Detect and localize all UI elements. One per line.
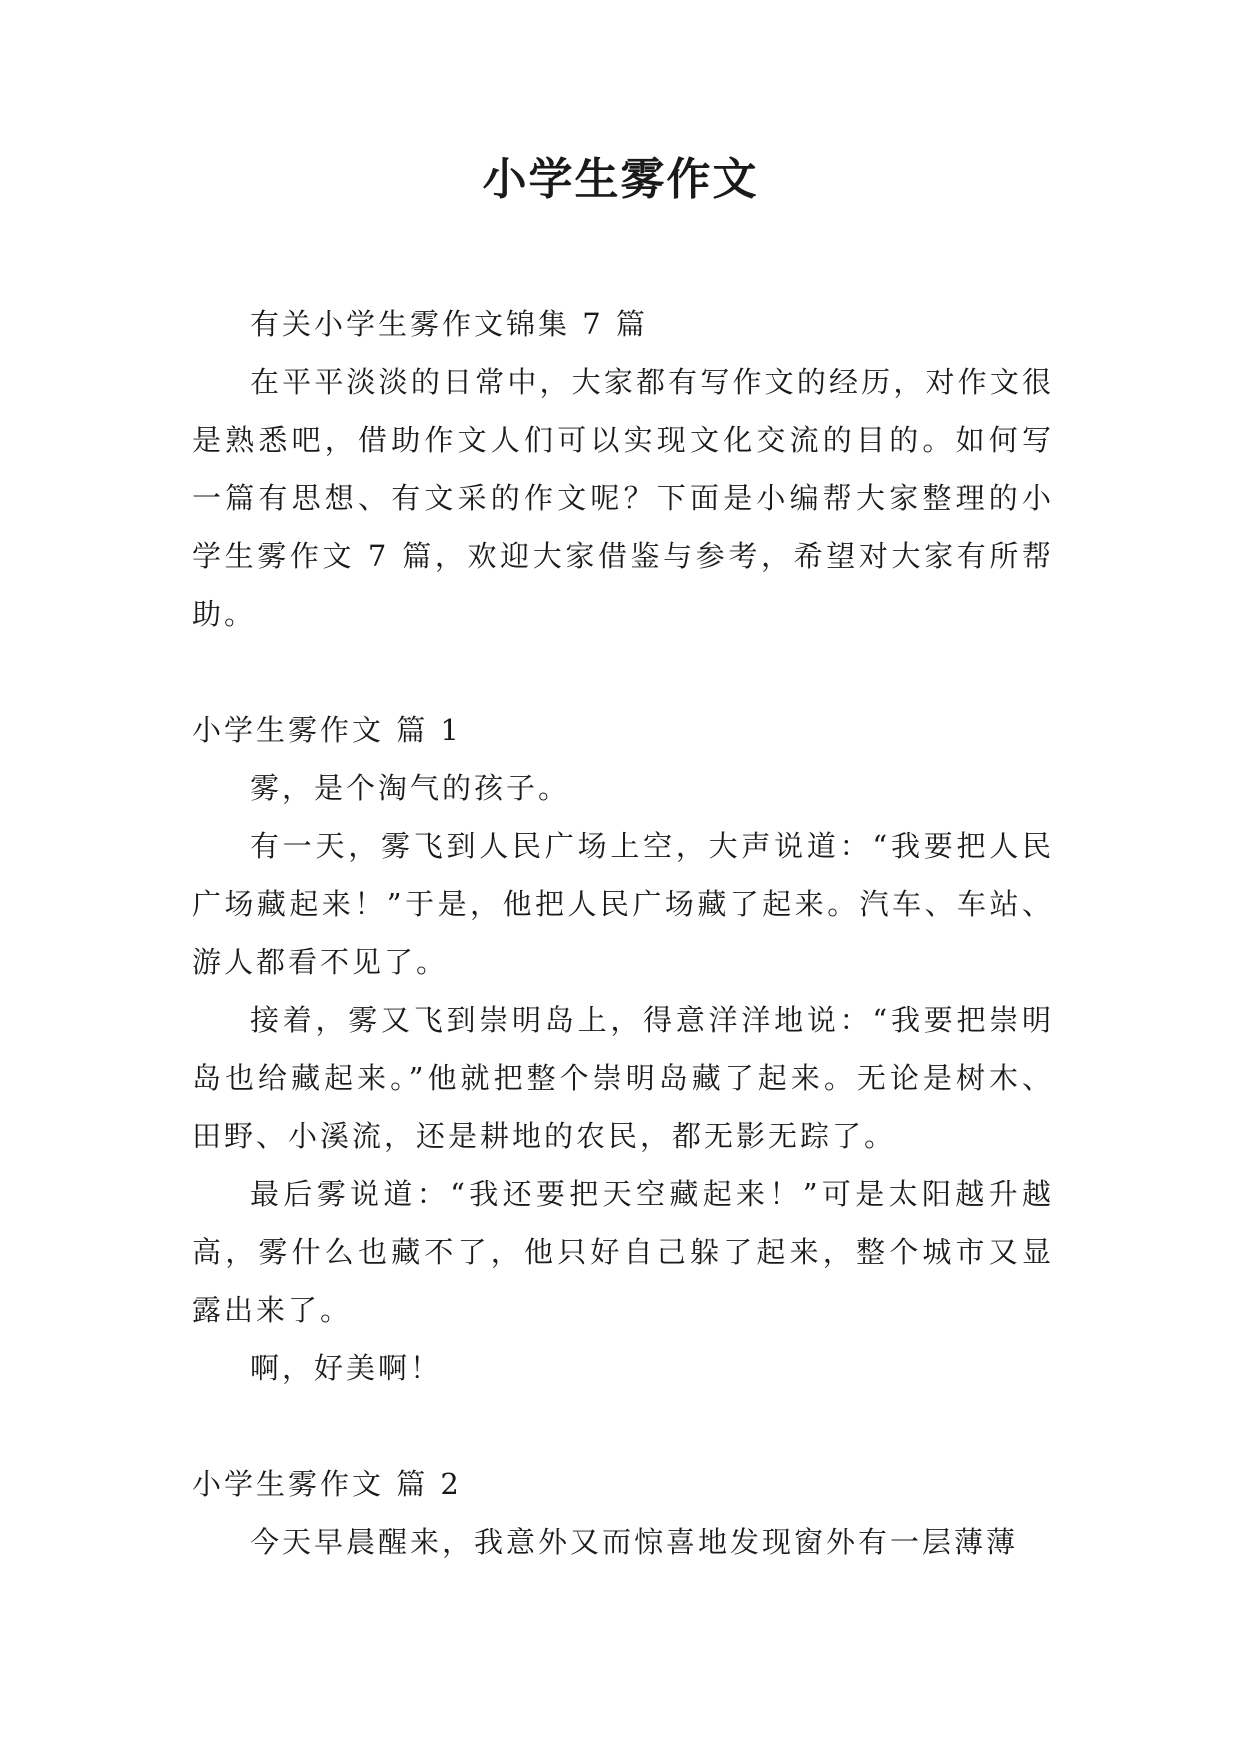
collection-line: 有关小学生雾作文锦集 7 篇 — [250, 307, 648, 341]
paragraph: 最后雾说道：“我还要把天空藏起来！”可是太阳越升越高，雾什么也藏不了，他只好自己躲了起来，整个城市又显露出来了。 — [192, 1177, 1054, 1327]
paragraph: 啊，好美啊！ — [250, 1351, 443, 1385]
paragraph: 有一天，雾飞到人民广场上空，大声说道：“我要把人民广场藏起来！”于是，他把人民广场藏了起来。汽车、车站、游人都看不见了。 — [192, 829, 1054, 979]
paragraph: 今天早晨醒来，我意外又而惊喜地发现窗外有一层薄薄 — [250, 1525, 1019, 1559]
paragraph: 雾，是个淘气的孩子。 — [250, 771, 571, 805]
document-body — [192, 295, 1054, 1571]
section-heading: 小学生雾作文 篇 1 — [192, 713, 462, 747]
paragraph: 接着，雾又飞到崇明岛上，得意洋洋地说：“我要把崇明岛也给藏起来。”他就把整个崇明岛藏了起来。无论是树木、田野、小溪流，还是耕地的农民，都无影无踪了。 — [192, 1003, 1054, 1153]
intro-paragraph: 在平平淡淡的日常中，大家都有写作文的经历，对作文很是熟悉吧，借助作文人们可以实现文化交流的目的。如何写一篇有思想、有文采的作文呢？下面是小编帮大家整理的小学生雾作文 7 篇，欢迎大家借鉴与参考，希望对大家有所帮助。 — [192, 365, 1054, 631]
section-heading: 小学生雾作文 篇 2 — [192, 1467, 462, 1501]
document-title: 小学生雾作文 — [482, 154, 759, 205]
